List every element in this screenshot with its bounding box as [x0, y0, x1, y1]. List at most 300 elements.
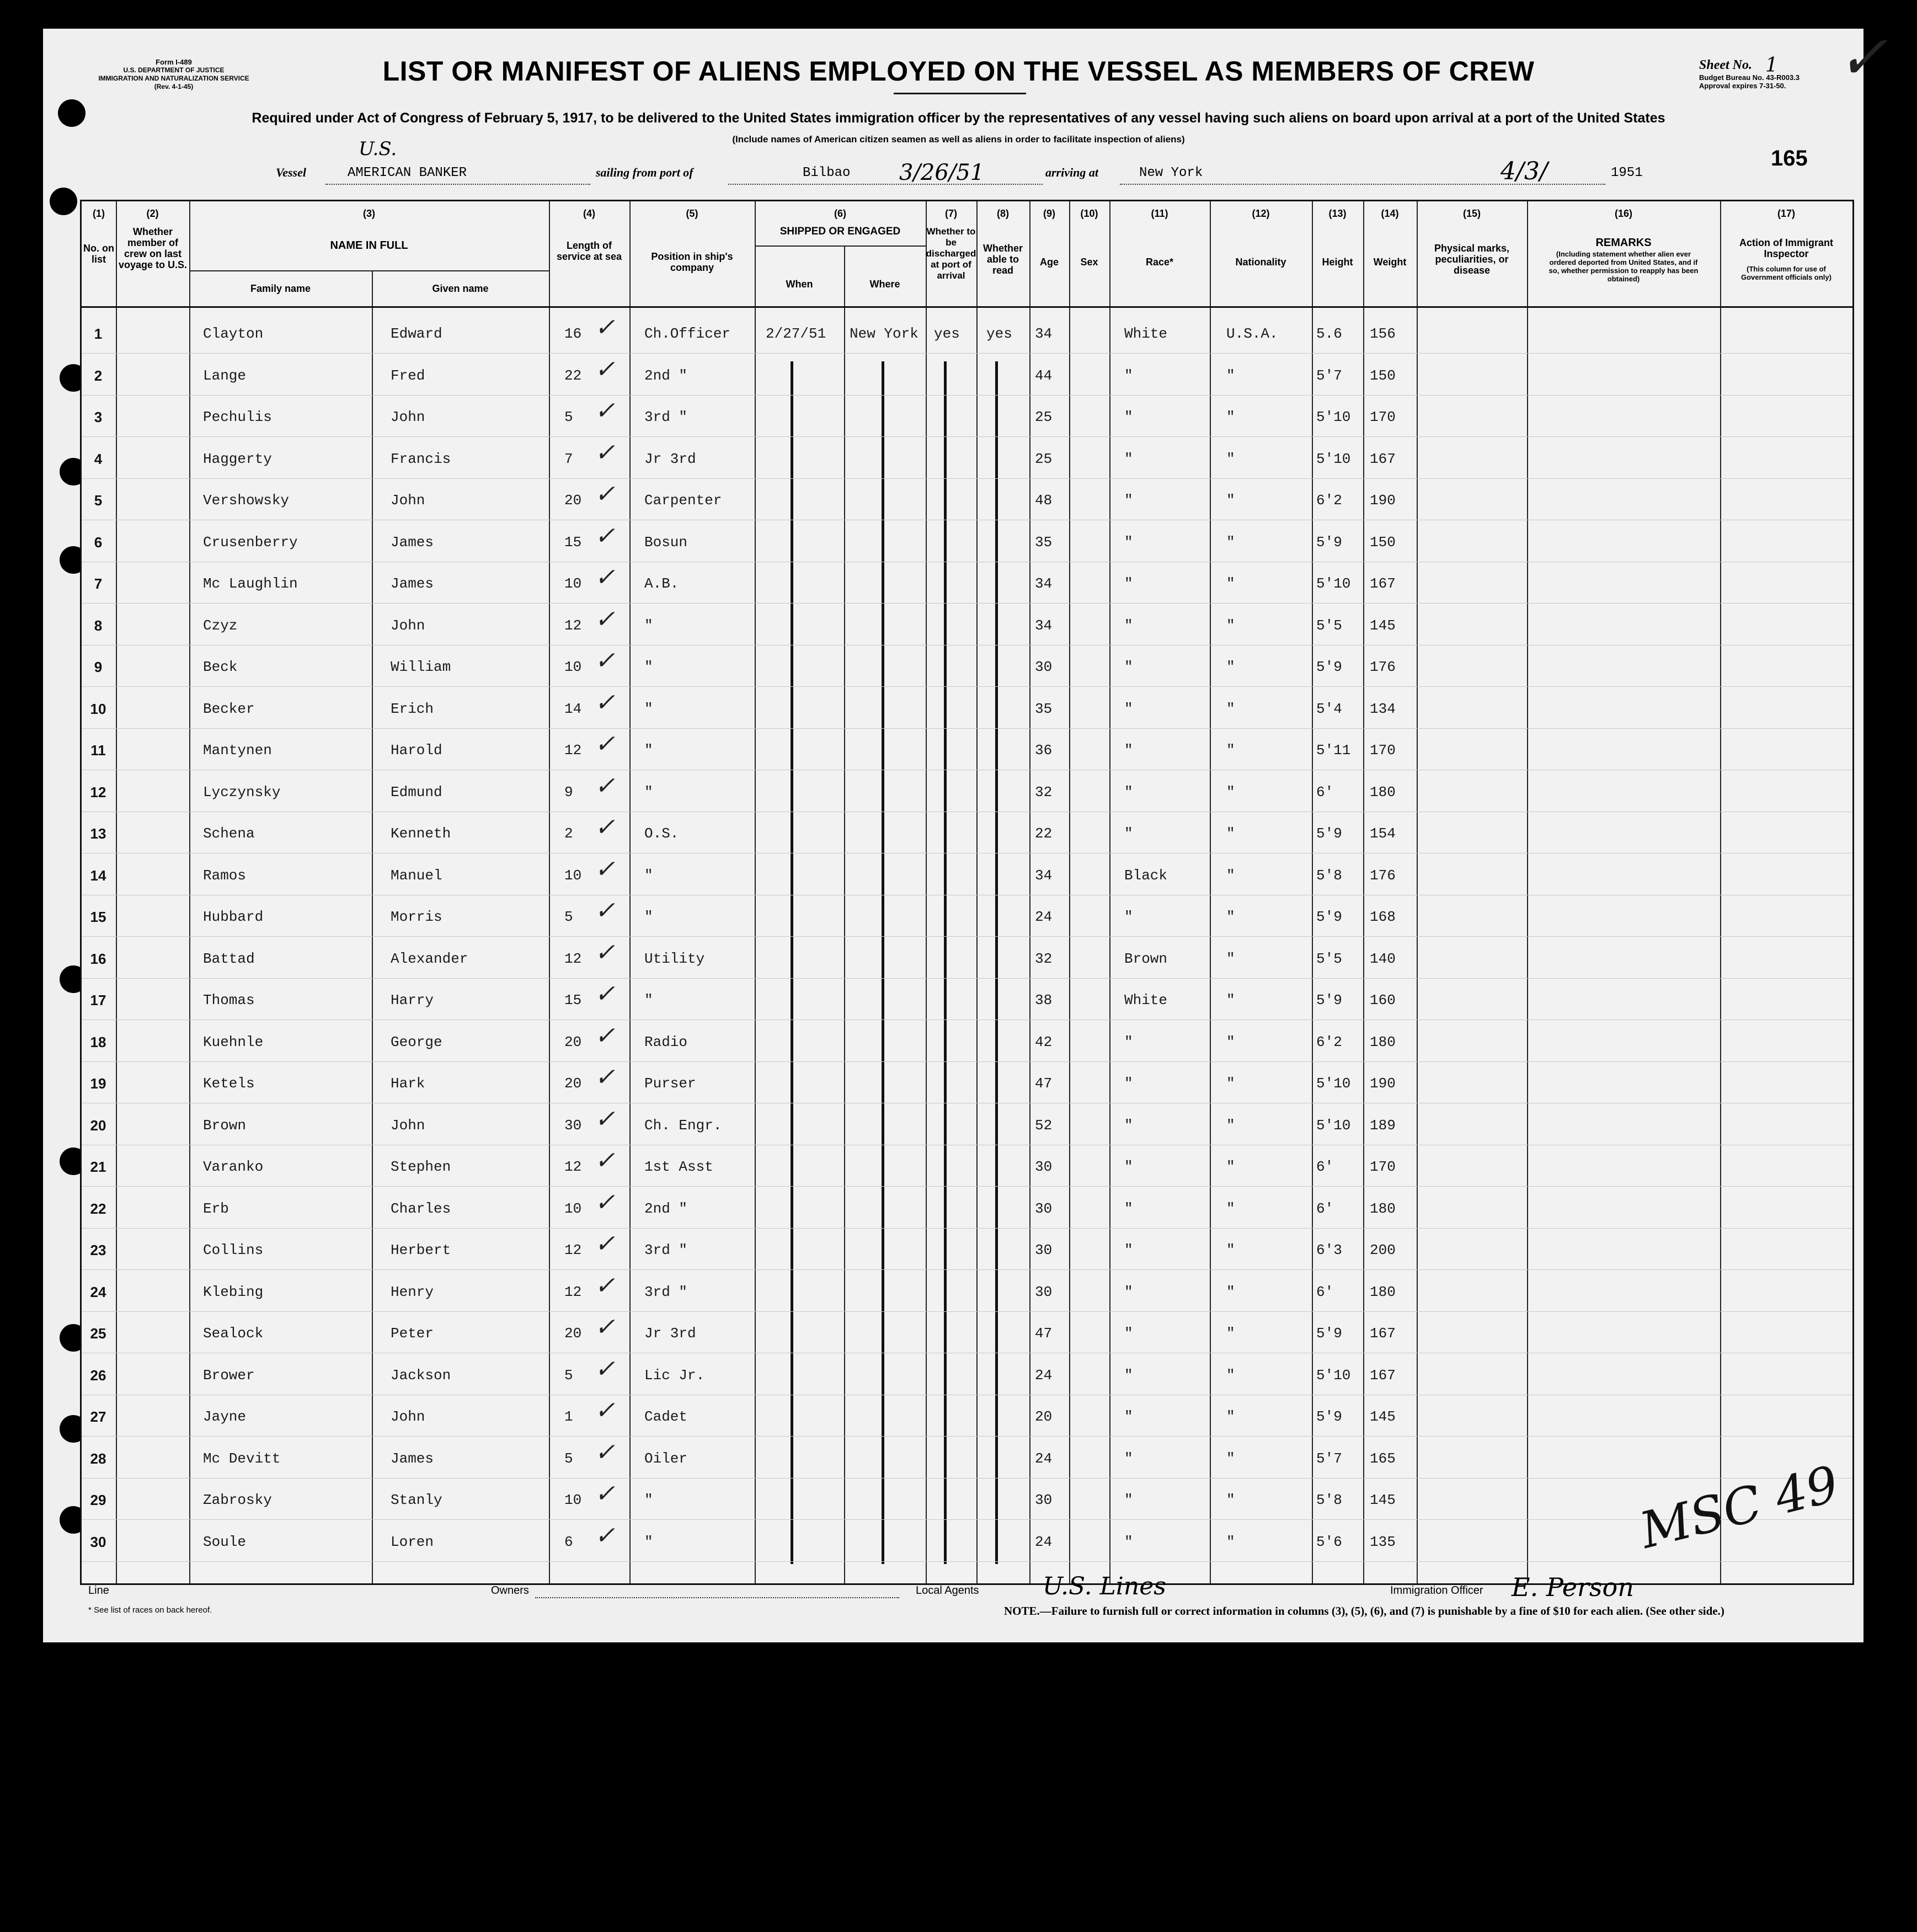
column-divider — [549, 201, 550, 1583]
cell-family: Pechulis — [203, 409, 272, 425]
row-divider — [82, 1311, 1852, 1312]
cell-given: Alexander — [391, 950, 468, 967]
cell-race: " — [1124, 742, 1133, 759]
checkmark-icon: ✓ — [595, 1480, 615, 1508]
checkmark-icon: ✓ — [595, 397, 615, 425]
cell-service: 7 — [564, 450, 573, 467]
cell-weight: 134 — [1370, 700, 1396, 717]
form-revision: (Rev. 4-1-45) — [154, 83, 194, 90]
cell-weight: 180 — [1370, 1200, 1396, 1217]
checkmark-icon: ✓ — [595, 1521, 615, 1550]
row-number: 23 — [90, 1242, 106, 1258]
checkmark-icon: ✓ — [595, 771, 615, 800]
cell-weight: 167 — [1370, 1325, 1396, 1342]
header-when: When — [786, 279, 813, 290]
cell-race: " — [1124, 575, 1133, 592]
cell-race: " — [1124, 617, 1133, 634]
row-number: 5 — [94, 492, 103, 509]
cell-height: 5'11 — [1316, 742, 1351, 759]
column-number: (5) — [686, 208, 698, 219]
cell-race: " — [1124, 783, 1133, 800]
cell-given: Henry — [391, 1283, 434, 1300]
cell-family: Kuehnle — [203, 1033, 264, 1050]
cell-weight: 150 — [1370, 533, 1396, 551]
cell-nationality: " — [1226, 1492, 1235, 1508]
cell-position: 2nd " — [644, 1200, 688, 1217]
cell-position: Purser — [644, 1075, 696, 1092]
cell-position: Utility — [644, 950, 705, 967]
checkmark-icon: ✓ — [595, 1104, 615, 1133]
cell-given: Harry — [391, 992, 434, 1008]
cell-race: " — [1124, 1492, 1133, 1508]
checkmark-icon: ✓ — [595, 1021, 615, 1050]
cell-service: 15 — [564, 992, 582, 1008]
ditto-line — [995, 361, 998, 1564]
cell-height: 5'10 — [1316, 1117, 1351, 1134]
cell-family: Ketels — [203, 1075, 255, 1092]
cell-given: Fred — [391, 367, 425, 384]
cell-weight: 150 — [1370, 367, 1396, 384]
checkmark-icon: ✓ — [595, 355, 615, 383]
cell-age: 32 — [1035, 783, 1053, 800]
row-number: 1 — [94, 325, 103, 342]
cell-given: Stanly — [391, 1492, 442, 1508]
row-divider — [82, 1061, 1852, 1062]
column-divider — [1363, 201, 1364, 1583]
cell-nationality: " — [1226, 1325, 1235, 1342]
column-number: (16) — [1614, 208, 1632, 219]
cell-height: 6' — [1316, 1200, 1334, 1217]
cell-age: 30 — [1035, 1159, 1053, 1175]
cell-nationality: " — [1226, 1283, 1235, 1300]
cell-race: " — [1124, 1367, 1133, 1384]
cell-given: Harold — [391, 742, 442, 759]
owners-underline — [535, 1597, 899, 1598]
cell-service: 12 — [564, 950, 582, 967]
cell-given: John — [391, 617, 425, 634]
cell-weight: 135 — [1370, 1533, 1396, 1550]
cell-family: Mc Laughlin — [203, 575, 298, 592]
cell-nationality: " — [1226, 1117, 1235, 1134]
cell-age: 35 — [1035, 533, 1053, 551]
column-divider — [1069, 201, 1070, 1583]
row-number: 29 — [90, 1492, 106, 1508]
cell-service: 20 — [564, 1033, 582, 1050]
port-from: Bilbao — [803, 166, 851, 180]
cell-weight: 176 — [1370, 659, 1396, 675]
row-number: 14 — [90, 867, 106, 884]
cell-position: Lic Jr. — [644, 1367, 705, 1384]
cell-given: Edmund — [391, 783, 442, 800]
column-divider — [1720, 201, 1721, 1583]
races-note: * See list of races on back hereof. — [88, 1605, 212, 1615]
cell-age: 30 — [1035, 1492, 1053, 1508]
cell-weight: 154 — [1370, 825, 1396, 842]
cell-position: " — [644, 617, 653, 634]
row-number: 19 — [90, 1075, 106, 1092]
port-to: New York — [1139, 166, 1203, 180]
column-divider — [976, 201, 978, 1583]
cell-given: John — [391, 492, 425, 509]
cell-service: 22 — [564, 367, 582, 384]
checkmark-icon: ✓ — [595, 1146, 615, 1175]
header-bottom-rule — [82, 306, 1852, 308]
cell-nationality: " — [1226, 533, 1235, 551]
column-number: (2) — [146, 208, 159, 219]
cell-nationality: " — [1226, 1408, 1235, 1425]
row-divider — [82, 395, 1852, 396]
cell-nationality: " — [1226, 492, 1235, 509]
cell-race: White — [1124, 992, 1168, 1008]
cell-service: 9 — [564, 783, 573, 800]
cell-position: 3rd " — [644, 1283, 688, 1300]
cell-given: John — [391, 1408, 425, 1425]
column-divider — [1312, 201, 1313, 1583]
cell-height: 5'6 — [1316, 1533, 1342, 1550]
officer-signature: E. Person — [1512, 1572, 1634, 1602]
cell-given: Erich — [391, 700, 434, 717]
row-number: 28 — [90, 1450, 106, 1467]
handwritten-stamp: MSC 49 — [1634, 1455, 1845, 1560]
row-number: 11 — [90, 742, 106, 759]
cell-nationality: " — [1226, 909, 1235, 925]
department-name: U.S. DEPARTMENT OF JUSTICE — [123, 66, 225, 74]
footer-note: NOTE.—Failure to furnish full or correct information in columns (3), (5), (6), and (7) is punishable by a fine of $10 for each alien. (See other side.) — [1004, 1604, 1724, 1618]
cell-race: " — [1124, 1283, 1133, 1300]
cell-height: 6' — [1316, 1159, 1334, 1175]
cell-weight: 180 — [1370, 1033, 1396, 1050]
column-divider — [372, 270, 373, 1583]
cell-height: 6' — [1316, 1283, 1334, 1300]
cell-nationality: " — [1226, 1450, 1235, 1467]
cell-family: Erb — [203, 1200, 229, 1217]
checkmark-icon: ✓ — [595, 980, 615, 1008]
row-divider — [82, 478, 1852, 479]
cell-nationality: " — [1226, 742, 1235, 759]
cell-nationality: " — [1226, 409, 1235, 425]
row-number: 2 — [94, 367, 103, 384]
cell-race: " — [1124, 1242, 1133, 1258]
checkmark-icon: ✓ — [595, 938, 615, 967]
cell-given: Morris — [391, 909, 442, 925]
checkmark-icon: ✓ — [595, 1063, 615, 1091]
cell-race: " — [1124, 700, 1133, 717]
cell-family: Sealock — [203, 1325, 264, 1342]
cell-weight: 170 — [1370, 409, 1396, 425]
checkmark-icon: ✓ — [595, 688, 615, 717]
arrival-year: 1951 — [1611, 166, 1643, 180]
column-divider — [1417, 201, 1418, 1583]
row-number: 25 — [90, 1325, 106, 1342]
cell-nationality: " — [1226, 825, 1235, 842]
cell-weight: 180 — [1370, 1283, 1396, 1300]
cell-nationality: " — [1226, 450, 1235, 467]
cell-age: 47 — [1035, 1075, 1053, 1092]
cell-position: 2nd " — [644, 367, 688, 384]
column-divider — [926, 201, 927, 1583]
column-number: (7) — [945, 208, 957, 219]
cell-nationality: " — [1226, 867, 1235, 884]
cell-height: 5'9 — [1316, 909, 1342, 925]
vessel-name: AMERICAN BANKER — [348, 166, 467, 180]
row-number: 30 — [90, 1533, 106, 1550]
cell-given: James — [391, 575, 434, 592]
cell-service: 10 — [564, 1492, 582, 1508]
cell-position: " — [644, 700, 653, 717]
column-number: (9) — [1043, 208, 1055, 219]
row-number: 26 — [90, 1367, 106, 1384]
cell-service: 12 — [564, 1283, 582, 1300]
cell-service: 5 — [564, 1367, 573, 1384]
cell-position: Ch.Officer — [644, 325, 731, 342]
cell-service: 10 — [564, 575, 582, 592]
cell-service: 20 — [564, 1075, 582, 1092]
row-divider — [82, 686, 1852, 687]
cell-age: 24 — [1035, 1367, 1053, 1384]
cell-nationality: " — [1226, 575, 1235, 592]
row-divider — [82, 1228, 1852, 1229]
cell-where: New York — [850, 325, 919, 342]
column-divider — [1210, 201, 1211, 1583]
cell-age: 47 — [1035, 1325, 1053, 1342]
header-family-name: Family name — [250, 283, 311, 294]
cell-weight: 145 — [1370, 1492, 1396, 1508]
document-subtitle: Required under Act of Congress of February 5, 1917, to be delivered to the United States immigration officer by the representatives of any vessel having such aliens on board upon arrival at a port of the United States — [252, 110, 1665, 126]
cell-height: 5'5 — [1316, 950, 1342, 967]
cell-race: " — [1124, 1159, 1133, 1175]
cell-height: 5'9 — [1316, 533, 1342, 551]
column-divider — [1029, 201, 1030, 1583]
row-number: 16 — [90, 950, 106, 967]
cell-nationality: " — [1226, 617, 1235, 634]
cell-position: " — [644, 1492, 653, 1508]
header-physical-marks: Physical marks, peculiarities, or disease — [1434, 243, 1510, 276]
cell-position: Bosun — [644, 533, 688, 551]
column-divider — [844, 245, 845, 1583]
header-rule — [755, 245, 926, 247]
row-divider — [82, 936, 1852, 937]
sheet-label: Sheet No. — [1699, 58, 1752, 72]
cell-family: Vershowsky — [203, 492, 290, 509]
cell-age: 34 — [1035, 867, 1053, 884]
cell-race: " — [1124, 659, 1133, 675]
cell-race: " — [1124, 909, 1133, 925]
cell-race: " — [1124, 825, 1133, 842]
cell-age: 34 — [1035, 617, 1053, 634]
cell-position: 3rd " — [644, 1242, 688, 1258]
ditto-line — [944, 361, 947, 1564]
checkmark-icon: ✓ — [595, 730, 615, 758]
cell-given: William — [391, 659, 451, 675]
cell-height: 5'7 — [1316, 367, 1342, 384]
header-remarks: REMARKS — [1595, 237, 1652, 249]
checkmark-icon: ✓ — [595, 896, 615, 925]
cell-nationality: " — [1226, 1533, 1235, 1550]
cell-family: Crusenberry — [203, 533, 298, 551]
column-number: (4) — [583, 208, 595, 219]
checkmark-icon: ✓ — [595, 813, 615, 841]
header-shipped-or-engaged: SHIPPED OR ENGAGED — [779, 226, 901, 237]
cell-given: Loren — [391, 1533, 434, 1550]
cell-race: " — [1124, 409, 1133, 425]
column-divider — [1109, 201, 1110, 1583]
cell-given: Kenneth — [391, 825, 451, 842]
cell-height: 5'9 — [1316, 825, 1342, 842]
checkmark-icon: ✓ — [595, 521, 615, 550]
cell-weight: 156 — [1370, 325, 1396, 342]
cell-given: Stephen — [391, 1159, 451, 1175]
cell-given: John — [391, 409, 425, 425]
row-divider — [82, 353, 1852, 354]
cell-service: 5 — [564, 1450, 573, 1467]
column-number: (11) — [1151, 208, 1168, 219]
cell-height: 5'10 — [1316, 450, 1351, 467]
header-given-name: Given name — [432, 283, 489, 294]
cell-nationality: " — [1226, 367, 1235, 384]
cell-given: Hark — [391, 1075, 425, 1092]
row-divider — [82, 728, 1852, 729]
column-number: (17) — [1777, 208, 1795, 219]
header-rule — [189, 270, 549, 271]
cell-height: 5'9 — [1316, 992, 1342, 1008]
sailing-underline — [728, 184, 1043, 185]
cell-position: Cadet — [644, 1408, 688, 1425]
cell-weight: 145 — [1370, 617, 1396, 634]
vessel-underline — [325, 184, 590, 185]
cell-weight: 176 — [1370, 867, 1396, 884]
cell-position: A.B. — [644, 575, 679, 592]
cell-family: Collins — [203, 1242, 264, 1258]
cell-family: Jayne — [203, 1408, 247, 1425]
row-number: 10 — [90, 700, 106, 717]
cell-nationality: " — [1226, 1242, 1235, 1258]
cell-height: 6'3 — [1316, 1242, 1342, 1258]
cell-race: " — [1124, 1033, 1133, 1050]
row-divider — [82, 1519, 1852, 1520]
sheet-number: 1 — [1765, 54, 1778, 77]
cell-service: 10 — [564, 867, 582, 884]
checkmark-icon: ✓ — [595, 1188, 615, 1216]
cell-race: " — [1124, 450, 1133, 467]
cell-age: 30 — [1035, 659, 1053, 675]
cell-position: Carpenter — [644, 492, 722, 509]
cell-age: 25 — [1035, 409, 1053, 425]
cell-service: 12 — [564, 617, 582, 634]
row-number: 12 — [90, 783, 106, 800]
document-title: LIST OR MANIFEST OF ALIENS EMPLOYED ON THE VESSEL AS MEMBERS OF CREW — [382, 56, 1535, 87]
cell-position: " — [644, 659, 653, 675]
cell-family: Battad — [203, 950, 255, 967]
row-divider — [82, 1269, 1852, 1270]
cell-nationality: " — [1226, 1159, 1235, 1175]
owners-label: Owners — [491, 1584, 529, 1597]
cell-family: Hubbard — [203, 909, 264, 925]
cell-race: " — [1124, 1450, 1133, 1467]
row-number: 15 — [90, 909, 106, 925]
row-number: 13 — [90, 825, 106, 842]
checkmark-icon: ✓ — [595, 1396, 615, 1424]
cell-given: Francis — [391, 450, 451, 467]
sailing-label: sailing from port of — [596, 166, 693, 179]
cell-position: " — [644, 1533, 653, 1550]
cell-family: Ramos — [203, 867, 247, 884]
checkmark-icon: ✓ — [595, 1313, 615, 1341]
cell-age: 24 — [1035, 1450, 1053, 1467]
cell-race: " — [1124, 1200, 1133, 1217]
cell-age: 52 — [1035, 1117, 1053, 1134]
cell-family: Haggerty — [203, 450, 272, 467]
header-where: Where — [869, 279, 900, 290]
cell-family: Brown — [203, 1117, 247, 1134]
cell-family: Mantynen — [203, 742, 272, 759]
cell-age: 36 — [1035, 742, 1053, 759]
cell-weight: 190 — [1370, 1075, 1396, 1092]
cell-given: Herbert — [391, 1242, 451, 1258]
cell-service: 5 — [564, 409, 573, 425]
header-sex: Sex — [1080, 257, 1098, 268]
cell-race: " — [1124, 1533, 1133, 1550]
cell-service: 15 — [564, 533, 582, 551]
cell-race: " — [1124, 1325, 1133, 1342]
cell-given: Charles — [391, 1200, 451, 1217]
header-race: Race* — [1145, 257, 1174, 268]
cell-height: 5'9 — [1316, 1325, 1342, 1342]
row-divider — [82, 1478, 1852, 1479]
cell-weight: 168 — [1370, 909, 1396, 925]
cell-age: 32 — [1035, 950, 1053, 967]
cell-family: Czyz — [203, 617, 238, 634]
cell-service: 5 — [564, 909, 573, 925]
cell-age: 34 — [1035, 575, 1053, 592]
cell-weight: 160 — [1370, 992, 1396, 1008]
header-no-on-list: No. on list — [83, 243, 114, 265]
cell-service: 1 — [564, 1408, 573, 1425]
cell-position: Ch. Engr. — [644, 1117, 722, 1134]
row-number: 3 — [94, 409, 103, 425]
cell-family: Klebing — [203, 1283, 264, 1300]
header-discharged: Whether to be discharged at port of arrival — [926, 226, 976, 281]
crew-table — [80, 200, 1854, 1585]
cell-weight: 167 — [1370, 450, 1396, 467]
cell-race: " — [1124, 1117, 1133, 1134]
cell-age: 30 — [1035, 1200, 1053, 1217]
header-weight: Weight — [1373, 257, 1407, 268]
cell-race: " — [1124, 1408, 1133, 1425]
cell-height: 5'10 — [1316, 409, 1351, 425]
cell-weight: 165 — [1370, 1450, 1396, 1467]
cell-given: Peter — [391, 1325, 434, 1342]
header-last-voyage: Whether member of crew on last voyage to U.S. — [118, 226, 188, 270]
column-number: (14) — [1381, 208, 1399, 219]
ditto-line — [791, 361, 793, 1564]
cell-weight: 170 — [1370, 742, 1396, 759]
row-number: 4 — [94, 450, 103, 467]
column-number: (15) — [1462, 208, 1481, 219]
header-nationality: Nationality — [1235, 257, 1286, 268]
cell-position: " — [644, 783, 653, 800]
cell-given: Manuel — [391, 867, 442, 884]
cell-nationality: " — [1226, 1033, 1235, 1050]
cell-given: James — [391, 533, 434, 551]
cell-nationality: " — [1226, 1075, 1235, 1092]
cell-family: Mc Devitt — [203, 1450, 281, 1467]
row-number: 6 — [94, 533, 103, 551]
cell-height: 5'7 — [1316, 1450, 1342, 1467]
cell-family: Varanko — [203, 1159, 264, 1175]
cell-given: Jackson — [391, 1367, 451, 1384]
row-divider — [82, 1436, 1852, 1437]
agents-label: Local Agents — [916, 1584, 979, 1597]
